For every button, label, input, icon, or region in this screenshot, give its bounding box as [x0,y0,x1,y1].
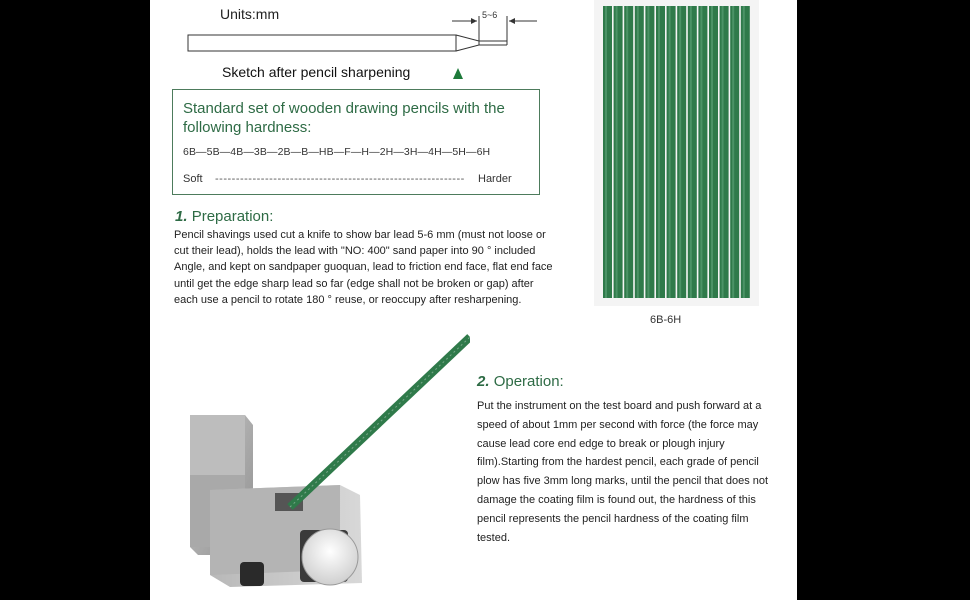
dimension-label: 5~6 [482,10,498,20]
pencil-set-photo [594,0,759,306]
pencil [709,6,718,298]
pencil [645,6,654,298]
pencil [656,6,665,298]
sketch-caption: Sketch after pencil sharpening [222,64,411,80]
operation-text: Put the instrument on the test board and push forward at a speed of about 1mm per second with force (the force may cause lead core end edge to break or plough injury film).Starting from the hardest pencil, each grade of pencil plow has five 3mm long marks, until the pencil that does not damage the coating film is found out, the hardness of this pencil represents the pencil hardness of the coating film tested. [477,400,769,544]
pencil [614,6,623,298]
operation-number: 2. [477,373,490,390]
pencil-sketch-diagram [180,6,550,56]
pencil [730,6,739,298]
pencil [667,6,676,298]
pencil [635,6,644,298]
operation-heading [477,373,564,390]
pencil [698,6,707,298]
pencil [624,6,633,298]
preparation-heading [175,208,273,225]
hardness-tester-photo [150,325,470,600]
pencil [720,6,729,298]
soft-hard-dotted-line: ------------------------------------------------------------ [215,173,465,185]
hardness-title: Standard set of wooden drawing pencils with the following hardness: [183,100,505,136]
hardness-box [172,89,540,195]
soft-label: Soft [183,173,203,185]
operation-title: Operation: [493,373,564,390]
pencil-set-caption: 6B-6H [650,314,682,326]
pencil [677,6,686,298]
preparation-title: Preparation: [191,208,274,225]
pencil [688,6,697,298]
pencil-set-illustration [594,0,759,306]
preparation-number: 1. [175,208,188,225]
pencil [603,6,612,298]
up-arrow-icon [453,68,463,79]
hardness-sequence: 6B—5B—4B—3B—2B—B—HB—F—H—2H—3H—4H—5H—6H [183,146,491,158]
units-label: Units:mm [220,6,280,22]
harder-label: Harder [478,173,512,185]
product-page [150,0,797,600]
pencil [741,6,750,298]
preparation-text: Pencil shavings used cut a knife to show bar lead 5-6 mm (must not loose or cut their lead), holds the lead with "NO: 400" sand paper into 90 ° included Angle, and kept on sandpaper guoquan, lead to friction end face, flat end face until get the edge sharp lead so far (edge shall not be broken or gap) after each use a pencil to rotate 180 ° reuse, or reoccupy after resharpening. [174,229,553,306]
